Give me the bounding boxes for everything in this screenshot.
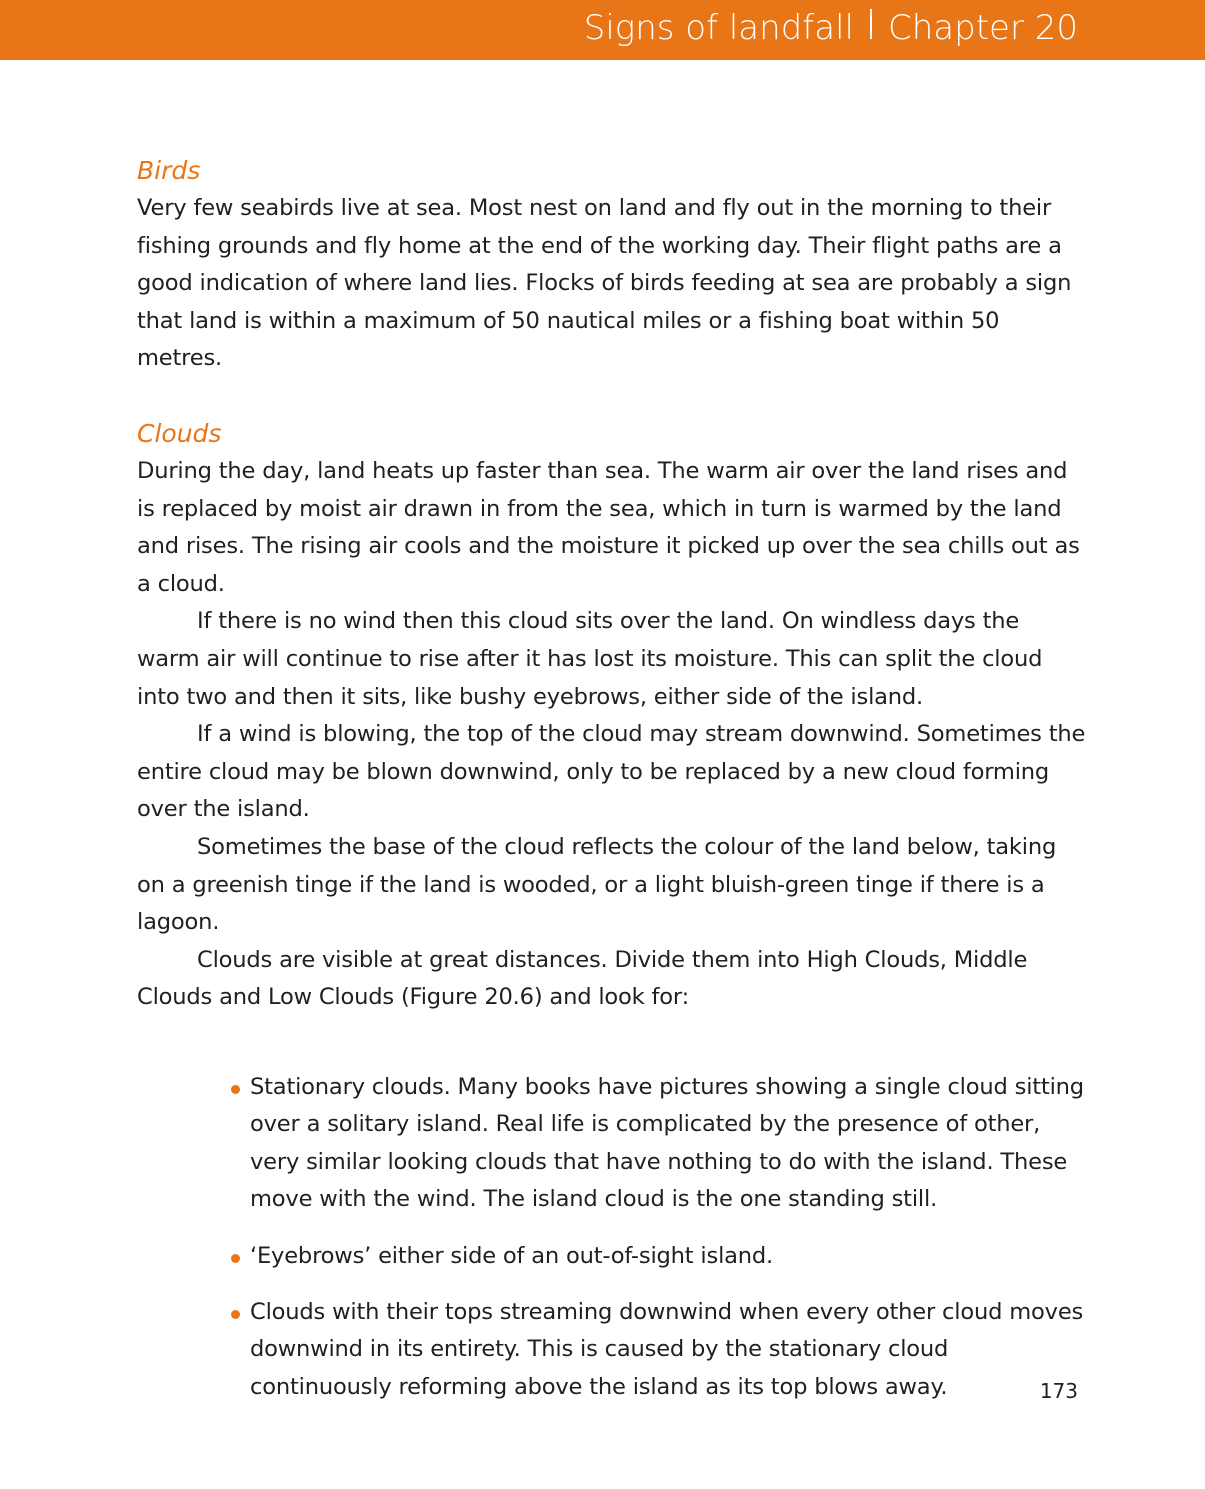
section-gap <box>137 378 1087 415</box>
running-header <box>584 2 1078 54</box>
clouds-paragraph-3: If a wind is blowing, the top of the cloud may stream downwind. Sometimes the entire cloud may be blown downwind, only to be replaced by a new cloud forming over the island. <box>137 721 1086 823</box>
bullet-icon <box>231 1085 240 1094</box>
list-gap <box>137 1017 1087 1069</box>
birds-heading: Birds <box>137 156 201 185</box>
look-for-list <box>137 1069 1087 1406</box>
list-item <box>250 1238 1087 1275</box>
header-separator <box>870 9 872 39</box>
list-item <box>250 1069 1087 1219</box>
list-item-text: Stationary clouds. Many books have pictures showing a single cloud sitting over a solitary island. Real life is complicated by the presence of other, very similar looking clouds that have nothing to do with the island. These move with the wind. The island cloud is the one standing still. <box>250 1073 1084 1213</box>
clouds-paragraph-5: Clouds are visible at great distances. Divide them into High Clouds, Middle Clouds and Low Clouds (Figure 20.6) and look for: <box>137 946 1028 1011</box>
list-item <box>250 1294 1087 1406</box>
bullet-icon <box>231 1310 240 1319</box>
clouds-paragraph-4: Sometimes the base of the cloud reflects the colour of the land below, taking on a greenish tinge if the land is wooded, or a light bluish-green tinge if there is a lagoon. <box>137 833 1057 936</box>
clouds-heading: Clouds <box>137 418 222 448</box>
clouds-paragraph-2: If there is no wind then this cloud sits over the land. On windless days the warm air will continue to rise after it has lost its moisture. This can split the cloud into two and then it sits, like bushy eyebrows, either side of the island. <box>137 608 1043 710</box>
clouds-paragraph-1: During the day, land heats up faster than sea. The warm air over the land rises and is replaced by moist air drawn in from the sea, which in turn is warmed by the land and rises. The rising air cools and the moisture it picked up over the sea chills out as a cloud. <box>137 457 1080 597</box>
list-item-text: ‘Eyebrows’ either side of an out-of-sight island. <box>250 1242 774 1269</box>
bullet-icon <box>231 1254 240 1263</box>
section-title: Signs of landfall <box>583 8 854 48</box>
birds-paragraph: Very few seabirds live at sea. Most nest on land and fly out in the morning to their fishing grounds and fly home at the end of the working day. Their flight paths are a good indication of where land lies. Flocks of birds feeding at sea are probably a sign that land is within a maximum of 50 nautical miles or a fishing boat within 50 metres. <box>137 195 1072 372</box>
chapter-title: Chapter 20 <box>887 8 1078 48</box>
header-bar <box>0 0 1205 60</box>
page-number: 173 <box>1039 1379 1078 1403</box>
page-body <box>137 152 1087 1425</box>
list-item-text: Clouds with their tops streaming downwind when every other cloud moves downwind in its entirety. This is caused by the stationary cloud continuously reforming above the island as its top blows away. <box>250 1298 1084 1400</box>
